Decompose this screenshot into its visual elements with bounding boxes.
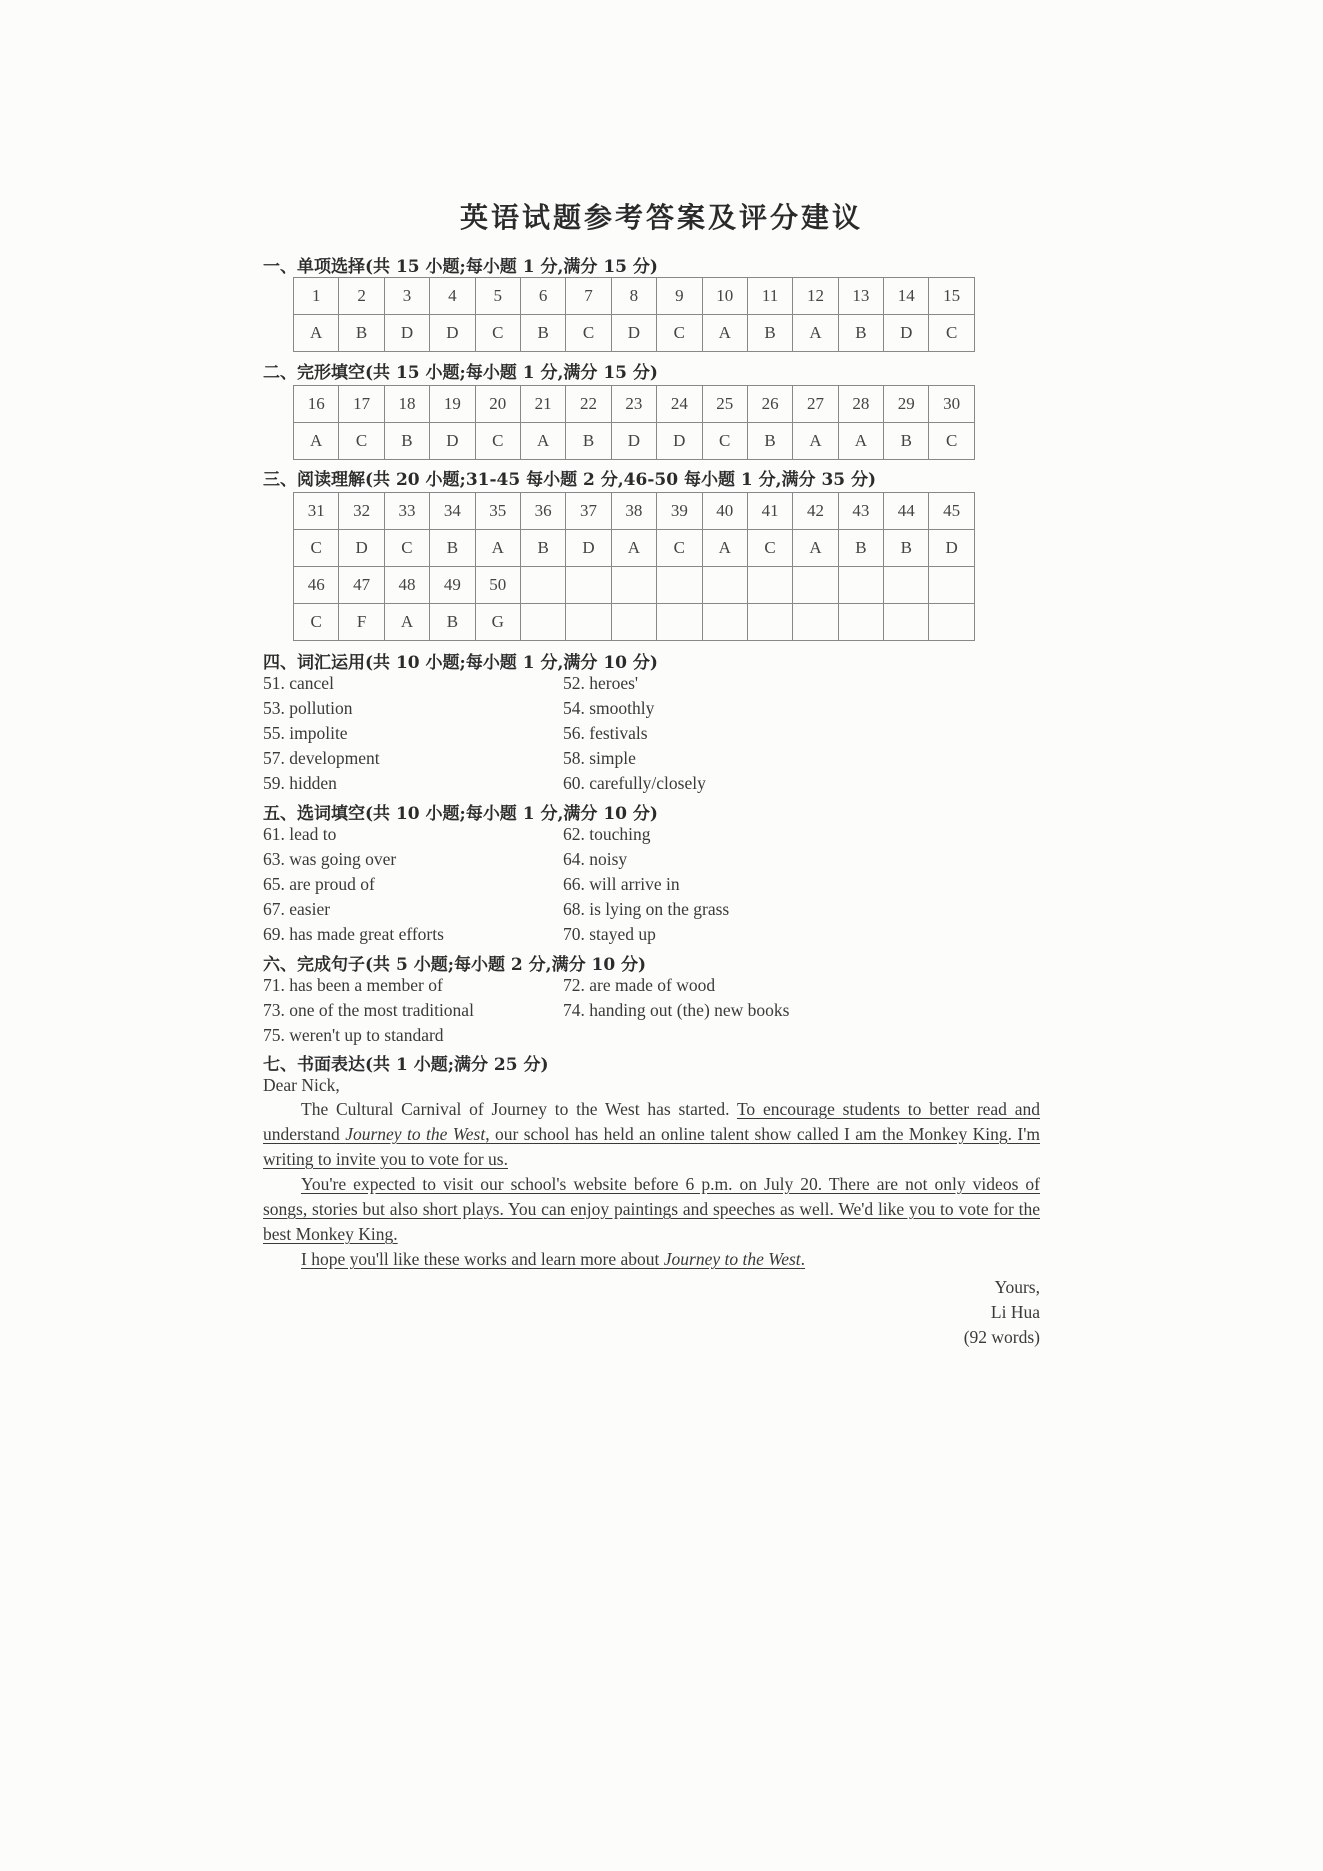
table-cell	[793, 567, 838, 604]
table-cell	[611, 567, 656, 604]
section-2-table	[293, 385, 975, 460]
table-cell: C	[384, 530, 429, 567]
table-cell: B	[747, 423, 792, 460]
table-cell: 17	[339, 386, 384, 423]
page-title: 英语试题参考答案及评分建议	[459, 201, 863, 234]
letter-closing: Yours,	[994, 1277, 1040, 1297]
table-cell: C	[475, 423, 520, 460]
table-cell: C	[657, 315, 702, 352]
table-cell: 24	[657, 386, 702, 423]
list-item: 69. has made great efforts	[263, 924, 444, 944]
table-cell	[793, 604, 838, 641]
table-cell: A	[702, 315, 747, 352]
table-cell: D	[384, 315, 429, 352]
table-cell: 43	[838, 493, 883, 530]
list-item: 51. cancel	[263, 673, 334, 693]
table-cell	[884, 604, 929, 641]
table-cell	[702, 567, 747, 604]
table-cell: A	[294, 423, 339, 460]
p3-underlined	[301, 1249, 805, 1269]
table-cell: 29	[884, 386, 929, 423]
table-row	[294, 386, 975, 423]
table-cell: D	[611, 315, 656, 352]
table-cell: D	[566, 530, 611, 567]
table-cell: 30	[929, 386, 974, 423]
list-item: 70. stayed up	[563, 924, 656, 944]
table-cell	[657, 567, 702, 604]
table-cell: 15	[929, 278, 974, 315]
table-row	[294, 493, 975, 530]
table-cell: 26	[747, 386, 792, 423]
table-cell: 50	[475, 567, 520, 604]
table-cell: 9	[657, 278, 702, 315]
table-cell	[929, 567, 974, 604]
table-cell	[520, 604, 565, 641]
table-cell: 6	[520, 278, 565, 315]
list-item: 71. has been a member of	[263, 975, 443, 995]
table-cell: C	[747, 530, 792, 567]
word-count: (92 words)	[963, 1327, 1040, 1347]
table-cell: 5	[475, 278, 520, 315]
table-cell: 1	[294, 278, 339, 315]
table-cell: F	[339, 604, 384, 641]
table-cell	[566, 604, 611, 641]
table-cell: 7	[566, 278, 611, 315]
list-item: 67. easier	[263, 899, 331, 919]
table-cell: 31	[294, 493, 339, 530]
table-cell	[520, 567, 565, 604]
table-cell: 36	[520, 493, 565, 530]
section-1-table	[293, 277, 975, 352]
list-item: 53. pollution	[263, 698, 353, 718]
table-cell: A	[793, 530, 838, 567]
p2-underlined: You're expected to visit our school's website before 6 p.m. on July 20. There are not only videos of songs, stories but also short plays. You can enjoy paintings and speeches as well. We'd like you to vote for the best Monkey King.	[263, 1174, 1040, 1244]
table-cell: 48	[384, 567, 429, 604]
letter-paragraph-3	[263, 1247, 1040, 1272]
section-3-table	[293, 492, 975, 641]
table-cell: C	[702, 423, 747, 460]
list-item: 72. are made of wood	[563, 975, 716, 995]
table-row	[294, 567, 975, 604]
letter-greeting: Dear Nick,	[263, 1075, 340, 1095]
table-cell: C	[566, 315, 611, 352]
table-cell: A	[475, 530, 520, 567]
table-cell: B	[430, 604, 475, 641]
table-cell: G	[475, 604, 520, 641]
list-item: 75. weren't up to standard	[263, 1025, 444, 1045]
list-item: 62. touching	[563, 824, 651, 844]
table-cell	[929, 604, 974, 641]
table-cell: 23	[611, 386, 656, 423]
list-item: 64. noisy	[563, 849, 628, 869]
table-row	[294, 315, 975, 352]
table-cell: 42	[793, 493, 838, 530]
table-cell: B	[884, 423, 929, 460]
table-cell: B	[430, 530, 475, 567]
table-cell: D	[611, 423, 656, 460]
table-cell: 11	[747, 278, 792, 315]
table-cell: 19	[430, 386, 475, 423]
table-cell: 25	[702, 386, 747, 423]
table-cell: B	[838, 530, 883, 567]
table-cell: 2	[339, 278, 384, 315]
table-cell	[611, 604, 656, 641]
p1-sentence-2: To encourage students to better read and understand	[263, 1099, 1040, 1144]
list-item: 65. are proud of	[263, 874, 375, 894]
section-1-heading: 一、单项选择(共 15 小题;每小题 1 分,满分 15 分)	[263, 257, 658, 277]
p3-end: .	[800, 1249, 806, 1269]
table-cell: 32	[339, 493, 384, 530]
table-cell: C	[294, 604, 339, 641]
book-title: Journey to the West	[345, 1124, 486, 1144]
table-cell: 44	[884, 493, 929, 530]
table-cell: A	[611, 530, 656, 567]
table-cell: 35	[475, 493, 520, 530]
table-cell: 16	[294, 386, 339, 423]
table-cell	[702, 604, 747, 641]
table-row	[294, 423, 975, 460]
table-cell: 18	[384, 386, 429, 423]
table-cell	[838, 567, 883, 604]
section-6-heading: 六、完成句子(共 5 小题;每小题 2 分,满分 10 分)	[263, 955, 647, 975]
table-cell: B	[520, 530, 565, 567]
table-cell	[747, 604, 792, 641]
table-cell: 8	[611, 278, 656, 315]
list-item: 54. smoothly	[563, 698, 655, 718]
list-item: 58. simple	[563, 748, 636, 768]
table-cell: D	[430, 423, 475, 460]
table-cell: A	[838, 423, 883, 460]
table-cell: 33	[384, 493, 429, 530]
table-cell	[884, 567, 929, 604]
table-cell: A	[294, 315, 339, 352]
list-item: 56. festivals	[563, 723, 648, 743]
section-5-heading: 五、选词填空(共 10 小题;每小题 1 分,满分 10 分)	[263, 804, 658, 824]
table-cell: 20	[475, 386, 520, 423]
table-cell: A	[793, 423, 838, 460]
letter-paragraph-2	[263, 1172, 1040, 1247]
list-item: 57. development	[263, 748, 380, 768]
table-cell: A	[793, 315, 838, 352]
p1-sentence-2-end: , our school has held an online talent show called I am the Monkey King. I'm writing to invite you to vote for us.	[263, 1124, 1040, 1169]
table-row	[294, 604, 975, 641]
table-cell: 47	[339, 567, 384, 604]
table-cell: D	[657, 423, 702, 460]
table-cell: 21	[520, 386, 565, 423]
list-item: 73. one of the most traditional	[263, 1000, 474, 1020]
table-cell: 38	[611, 493, 656, 530]
table-cell: C	[929, 315, 974, 352]
table-cell: 45	[929, 493, 974, 530]
table-cell	[566, 567, 611, 604]
table-cell: 49	[430, 567, 475, 604]
table-cell: 12	[793, 278, 838, 315]
table-cell: 46	[294, 567, 339, 604]
book-title: Journey to the West	[663, 1249, 801, 1269]
table-cell: 4	[430, 278, 475, 315]
table-cell: D	[884, 315, 929, 352]
table-cell: 37	[566, 493, 611, 530]
table-cell: B	[747, 315, 792, 352]
table-cell: 40	[702, 493, 747, 530]
table-cell: C	[294, 530, 339, 567]
table-cell: C	[339, 423, 384, 460]
table-cell: C	[929, 423, 974, 460]
list-item: 68. is lying on the grass	[563, 899, 730, 919]
list-item: 59. hidden	[263, 773, 337, 793]
table-cell	[657, 604, 702, 641]
table-cell: D	[430, 315, 475, 352]
p3-text: I hope you'll like these works and learn more about	[301, 1249, 664, 1269]
table-cell: A	[520, 423, 565, 460]
table-cell: C	[475, 315, 520, 352]
list-item: 52. heroes'	[563, 673, 639, 693]
table-row	[294, 278, 975, 315]
table-cell: 10	[702, 278, 747, 315]
section-7-heading: 七、书面表达(共 1 小题;满分 25 分)	[263, 1055, 549, 1075]
table-cell: B	[520, 315, 565, 352]
table-cell: 14	[884, 278, 929, 315]
table-cell: A	[702, 530, 747, 567]
list-item: 63. was going over	[263, 849, 397, 869]
list-item: 74. handing out (the) new books	[563, 1000, 790, 1020]
table-cell: D	[929, 530, 974, 567]
table-cell: B	[884, 530, 929, 567]
table-cell: B	[384, 423, 429, 460]
letter-paragraph-1	[263, 1097, 1040, 1172]
section-2-heading: 二、完形填空(共 15 小题;每小题 1 分,满分 15 分)	[263, 363, 658, 383]
table-cell: 27	[793, 386, 838, 423]
table-row	[294, 530, 975, 567]
table-cell: 22	[566, 386, 611, 423]
table-cell: 39	[657, 493, 702, 530]
table-cell: A	[384, 604, 429, 641]
letter-signature: Li Hua	[990, 1302, 1040, 1322]
table-cell: 28	[838, 386, 883, 423]
list-item: 61. lead to	[263, 824, 337, 844]
list-item: 66. will arrive in	[563, 874, 680, 894]
table-cell: B	[566, 423, 611, 460]
table-cell: 34	[430, 493, 475, 530]
p1-sentence-1: The Cultural Carnival of Journey to the West has started.	[301, 1099, 737, 1119]
table-cell: C	[657, 530, 702, 567]
table-cell	[838, 604, 883, 641]
table-cell: 41	[747, 493, 792, 530]
section-4-heading: 四、词汇运用(共 10 小题;每小题 1 分,满分 10 分)	[263, 653, 658, 673]
list-item: 60. carefully/closely	[563, 773, 706, 793]
section-3-heading: 三、阅读理解(共 20 小题;31-45 每小题 2 分,46-50 每小题 1 分,满分 35 分)	[263, 470, 877, 490]
table-cell: 3	[384, 278, 429, 315]
table-cell	[747, 567, 792, 604]
table-cell: D	[339, 530, 384, 567]
table-cell: B	[838, 315, 883, 352]
table-cell: B	[339, 315, 384, 352]
list-item: 55. impolite	[263, 723, 348, 743]
table-cell: 13	[838, 278, 883, 315]
